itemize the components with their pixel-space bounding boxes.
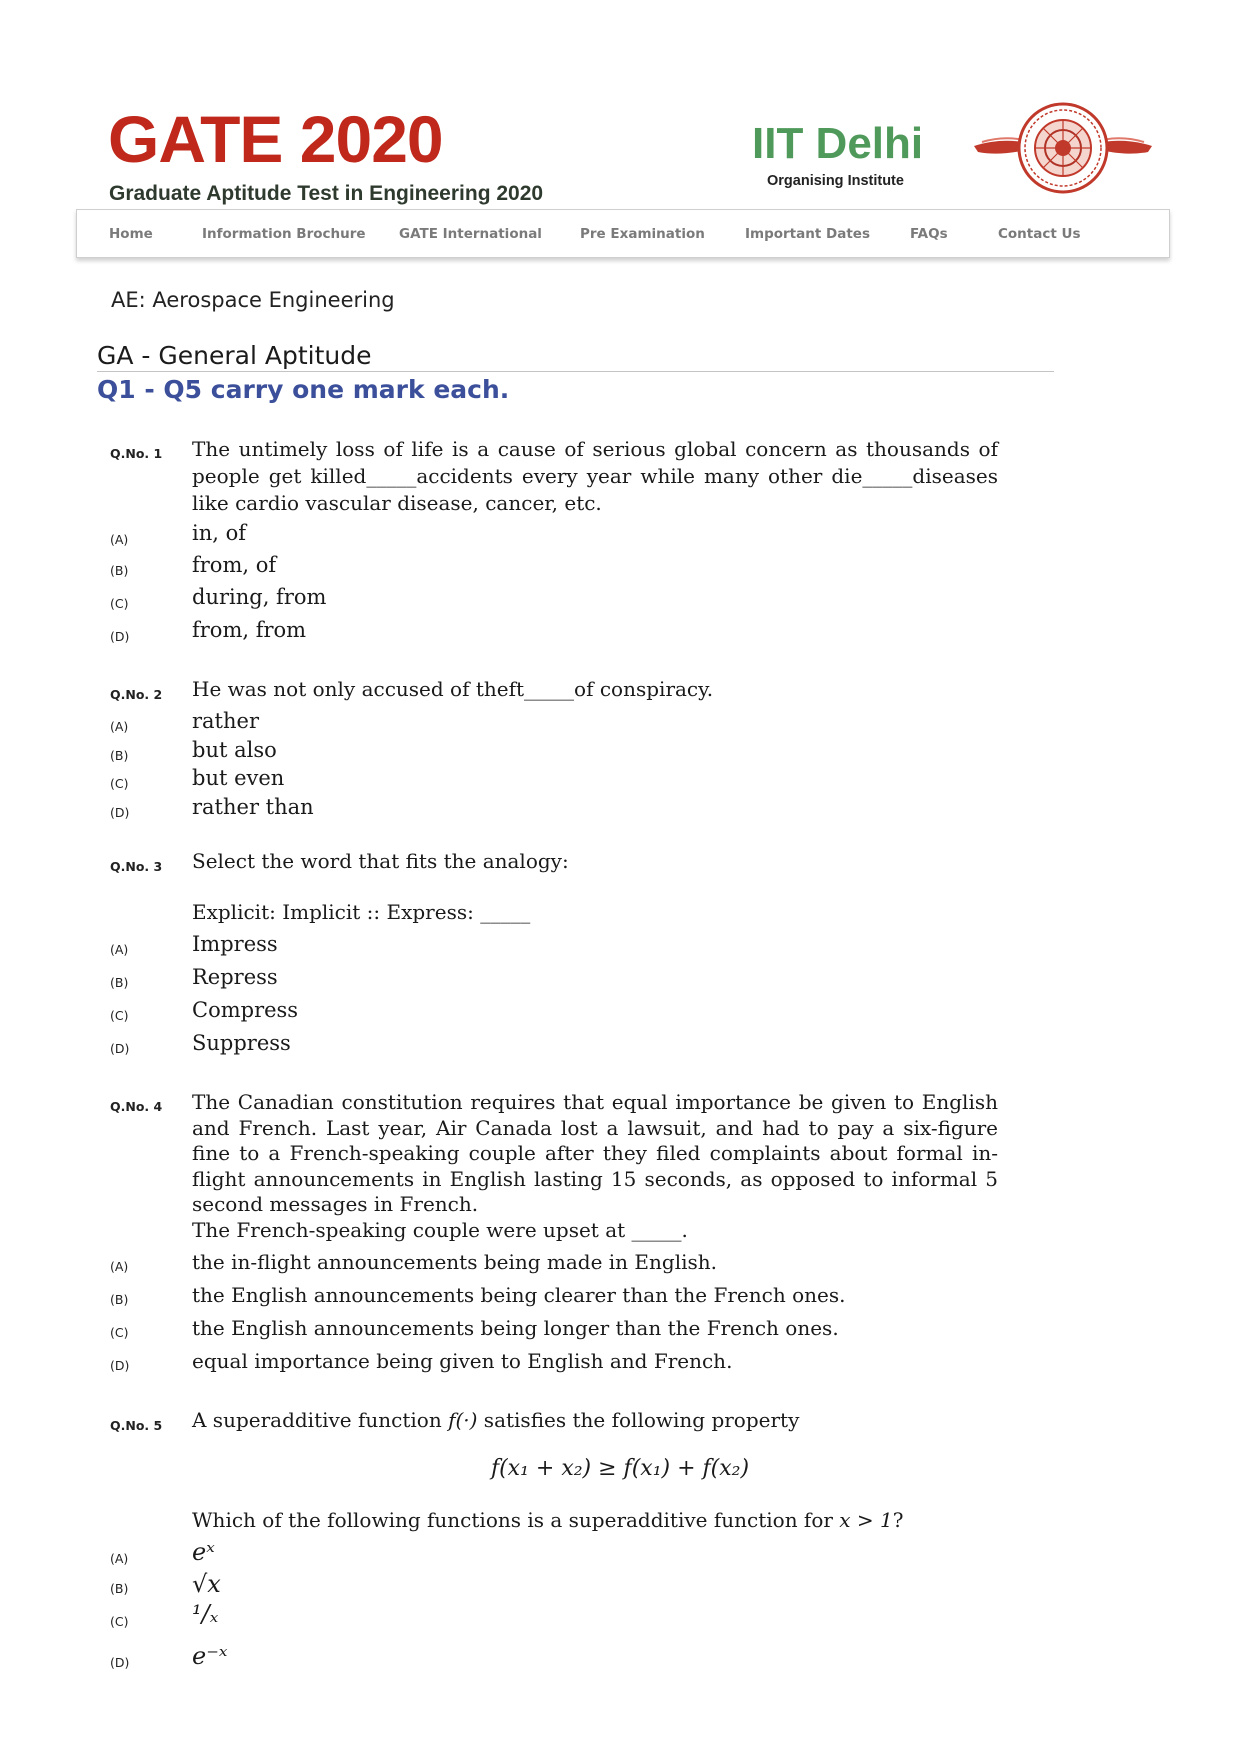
- option-text: from, from: [192, 618, 307, 642]
- question-text: [192, 1408, 799, 1432]
- nav-gate-international[interactable]: GATE International: [399, 226, 542, 242]
- main-navbar: [76, 209, 1170, 258]
- option-key: (B): [110, 748, 129, 763]
- question-text-prefix: A superadditive function: [192, 1408, 449, 1432]
- brand-subtitle: Graduate Aptitude Test in Engineering 2020: [109, 182, 544, 205]
- institute-role: Organising Institute: [767, 173, 904, 189]
- question-subtext-math: x > 1: [839, 1508, 893, 1532]
- option-text: the English announcements being longer than the French ones.: [192, 1316, 839, 1340]
- option-text: e⁻ˣ: [192, 1642, 228, 1670]
- question-label: Q.No. 5: [110, 1418, 163, 1433]
- option-key: (C): [110, 596, 129, 611]
- question-text: The untimely loss of life is a cause of serious global concern as thousands of people get killed_____accidents every year while many other die_____diseases like cardio vascular disease, cancer, etc.: [192, 437, 998, 515]
- option-key: (A): [110, 532, 129, 547]
- option-key: (A): [110, 1259, 129, 1274]
- nav-home[interactable]: Home: [109, 226, 153, 242]
- option-text: but even: [192, 766, 285, 790]
- option-key: (A): [110, 1551, 129, 1566]
- question-text: The Canadian constitution requires that equal importance be given to English and French. Last year, Air Canada lost a lawsuit, and had to pay a six-figure fine to a French-speaking couple after they filed complaints about formal in-flight announcements in English lasting 15 seconds, as opposed to informal 5 second messages in French.: [192, 1090, 998, 1216]
- option-key: (D): [110, 1655, 130, 1670]
- section-title: GA - General Aptitude: [97, 341, 372, 370]
- question-label: Q.No. 2: [110, 687, 163, 702]
- nav-information-brochure[interactable]: Information Brochure: [202, 226, 366, 242]
- option-text: rather than: [192, 795, 314, 819]
- option-key: (D): [110, 1358, 130, 1373]
- option-text: the in-flight announcements being made in English.: [192, 1250, 717, 1274]
- institute-name: IIT Delhi: [752, 119, 924, 168]
- option-key: (C): [110, 1008, 129, 1023]
- question-text: He was not only accused of theft_____of conspiracy.: [192, 677, 714, 701]
- option-text: but also: [192, 738, 277, 762]
- option-text: Suppress: [192, 1031, 291, 1055]
- option-text: during, from: [192, 585, 327, 609]
- nav-important-dates[interactable]: Important Dates: [745, 226, 870, 242]
- brand-title: GATE 2020: [108, 102, 443, 176]
- option-key: (D): [110, 805, 130, 820]
- question-subtext: [192, 1508, 904, 1532]
- option-key: (B): [110, 1581, 129, 1596]
- option-key: (A): [110, 942, 129, 957]
- question-subtext-suffix: ?: [892, 1508, 904, 1532]
- option-text: ¹/ₓ: [192, 1600, 219, 1628]
- question-formula: f(x₁ + x₂) ≥ f(x₁) + f(x₂): [490, 1456, 750, 1481]
- question-label: Q.No. 1: [110, 446, 163, 461]
- option-text: equal importance being given to English and French.: [192, 1349, 733, 1373]
- option-key: (C): [110, 1614, 129, 1629]
- option-key: (B): [110, 563, 129, 578]
- nav-faqs[interactable]: FAQs: [910, 226, 948, 242]
- question-text-suffix: satisfies the following property: [477, 1408, 800, 1432]
- option-text: in, of: [192, 521, 247, 545]
- question-label: Q.No. 3: [110, 859, 163, 874]
- option-text: from, of: [192, 553, 277, 577]
- option-text: Impress: [192, 932, 278, 956]
- marks-note: Q1 - Q5 carry one mark each.: [97, 375, 510, 404]
- option-text: Repress: [192, 965, 278, 989]
- section-divider: [97, 371, 1054, 372]
- option-text: eˣ: [192, 1538, 215, 1566]
- question-subtext-prefix: Which of the following functions is a superadditive function for: [192, 1508, 840, 1532]
- question-label: Q.No. 4: [110, 1099, 163, 1114]
- nav-pre-examination[interactable]: Pre Examination: [580, 226, 705, 242]
- institute-emblem-icon: [968, 102, 1158, 198]
- option-key: (D): [110, 629, 130, 644]
- nav-contact-us[interactable]: Contact Us: [998, 226, 1081, 242]
- option-key: (A): [110, 719, 129, 734]
- question-text-math: f(·): [448, 1408, 478, 1432]
- option-text: rather: [192, 709, 259, 733]
- paper-title: AE: Aerospace Engineering: [111, 288, 395, 312]
- option-key: (C): [110, 1325, 129, 1340]
- question-subtext: The French-speaking couple were upset at _____.: [192, 1218, 688, 1242]
- question-text: Select the word that fits the analogy:: [192, 849, 569, 873]
- option-key: (B): [110, 1292, 129, 1307]
- question-subtext: Explicit: Implicit :: Express: _____: [192, 900, 531, 924]
- option-key: (B): [110, 975, 129, 990]
- option-text: √x: [192, 1570, 221, 1598]
- option-key: (C): [110, 776, 129, 791]
- option-text: the English announcements being clearer than the French ones.: [192, 1283, 846, 1307]
- option-key: (D): [110, 1041, 130, 1056]
- option-text: Compress: [192, 998, 299, 1022]
